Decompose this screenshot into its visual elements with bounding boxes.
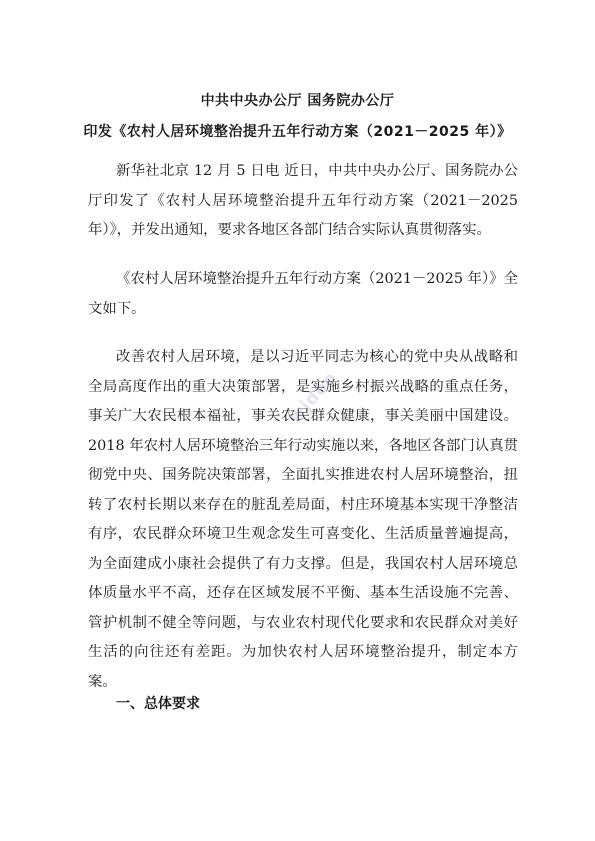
- paragraph-full-text-intro: 《农村人居环境整治提升五年行动方案（2021－2025 年）》全文如下。: [88, 271, 518, 317]
- watermark: wjdoo: [285, 367, 342, 428]
- paragraph-background: 改善农村人居环境，是以习近平同志为核心的党中央从战略和全局高度作出的重大决策部署，是实施乡村振兴战略的重点任务，事关广大农民根本福祉，事关农民群众健康，事关美丽中国建设。2018 年农村人居环境整治三年行动实施以来，各地区各部门认真贯彻党中央、国务院决策部署，全面扎实推进农村人居环境整治，扭转了农村长期以来存在的脏乱差局面，村庄环境基本实现干净整洁有序，农民群众环境卫生观念发生可喜变化、生活质量普遍提高，为全面建成小康社会提供了有力支撑。但是，我国农村人居环境总体质量水平不高，还存在区域发展不平衡、基本生活设施不完善、管护机制不健全等问题，与农业农村现代化要求和农民群众对美好生活的向往还有差距。为加快农村人居环境整治提升，制定本方案。: [88, 349, 518, 690]
- paragraph-news-lead: 新华社北京 12 月 5 日电 近日，中共中央办公厅、国务院办公厅印发了《农村人居环境整治提升五年行动方案（2021－2025 年）》，并发出通知，要求各地区各部门结合实际认真贯彻落实。: [88, 163, 518, 238]
- document-title-main: 印发《农村人居环境整治提升五年行动方案（2021－2025 年）》: [83, 124, 512, 140]
- section-heading-general-requirements: 一、总体要求: [116, 696, 200, 712]
- document-title-issuers: 中共中央办公厅 国务院办公厅: [200, 93, 395, 109]
